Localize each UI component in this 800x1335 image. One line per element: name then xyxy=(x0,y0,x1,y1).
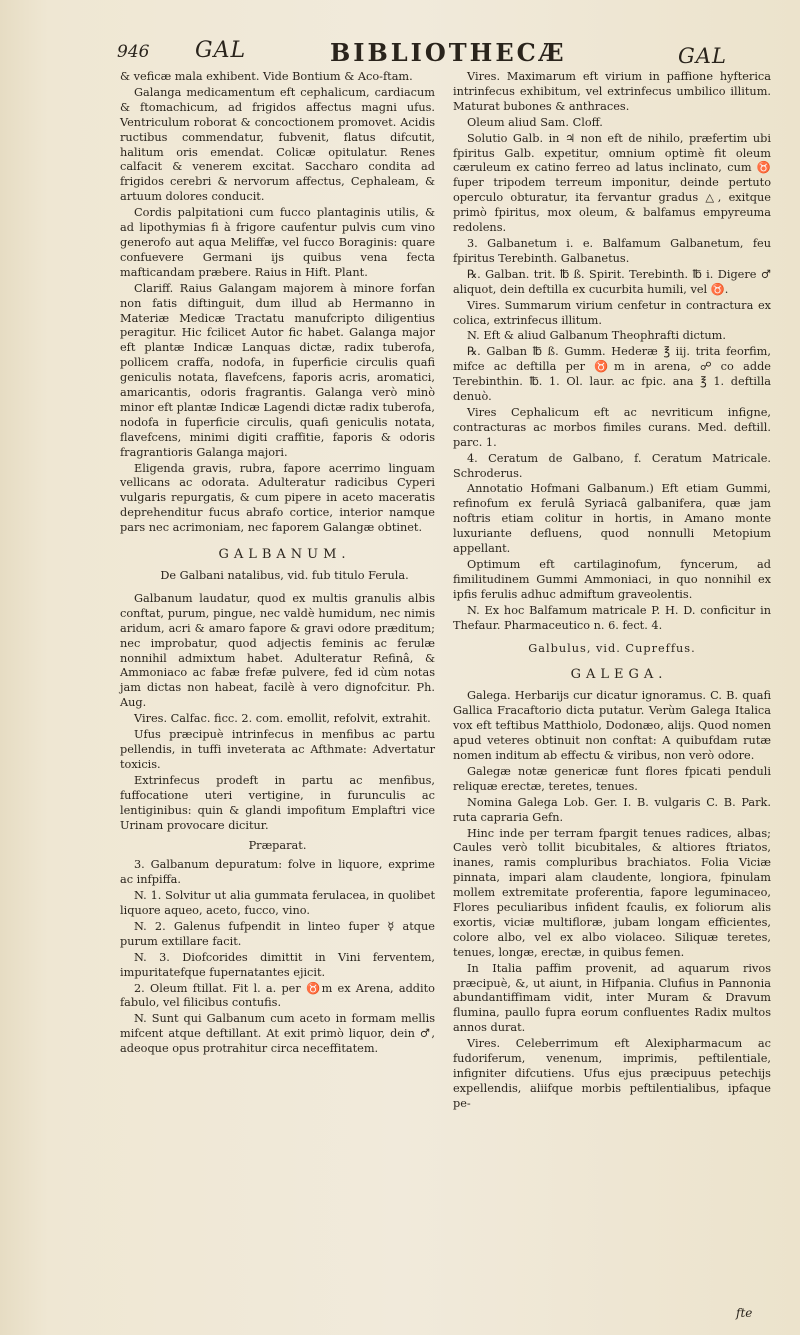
paragraph: Vires. Summarum virium cenfetur in contractura ex colica, extrinfecus illitum. xyxy=(453,298,771,327)
right-column xyxy=(453,70,771,1113)
paragraph: Vires. Celeberrimum eft Alexipharmacum ac fudoriferum, venenum, imprimis, peftilentiale, infigniter difcutiens. Ufus ejus præcipuus petechijs expellendis, aliifque morbis peftilentialibus, ipfaque pe- xyxy=(453,1037,771,1110)
paragraph: Galbanum laudatur, quod ex multis granulis albis conftat, purum, pingue, nec valdè humidum, nec nimis aridum, acri & amaro fapore & gravi odore præditum; nec improbatur, quod adjectis feminis ac ferulæ nonnihil admixtum habet. Adulteratur Refinâ, & Ammoniaco ac fabæ frefæ pulvere, fed id cùm notas jam dictas non habeat, facilè à vero dignofcitur. Ph. Aug. xyxy=(120,591,435,710)
paragraph: & veficæ mala exhibent. Vide Bontium & Aco-ftam. xyxy=(120,70,413,83)
paragraph: N. Eft & aliud Galbanum Theophrafti dictum. xyxy=(467,329,726,343)
paragraph: Vires. Maximarum eft virium in paffione hyfterica intrinfecus exhibitum, vel extrinfecus umbilico illitum. Maturat bubones & anthraces. xyxy=(453,70,771,113)
section-title-galbanum: GALBANUM. xyxy=(218,547,351,563)
paragraph: 3. Galbanum depuratum: folve in liquore, exprime ac infpiffa. xyxy=(120,858,435,887)
paragraph: Galegæ notæ genericæ funt flores fpicati penduli reliquæ erectæ, teretes, tenues. xyxy=(453,764,771,793)
paragraph: Vires. Calfac. ficc. 2. com. emollit, refolvit, extrahit. xyxy=(134,712,431,726)
section-subtitle: De Galbani natalibus, vid. fub titulo Ferula. xyxy=(160,569,409,582)
header-right-word: GAL xyxy=(678,44,727,68)
paragraph: Vires Cephalicum eft ac nevriticum infigne, contracturas ac morbos fimiles curans. Med. deftill. parc. 1. xyxy=(453,405,771,449)
paragraph: Galanga medicamentum eft cephalicum, cardiacum & ftomachicum, ad frigidos affectus magni ufus. Ventriculum roborat & concoctionem promovet. Acidis ructibus commendatur, fubvenit, flatus difcutit, halitum oris emendat. Colicæ opitulatur. Renes calfacit & venerem excitat. Saccharo condita ad frigidos cerebri & nervorum affectus, Cephaleam, & artuum dolores conducit. xyxy=(120,85,435,204)
section-title-galega: GALEGA. xyxy=(570,667,668,683)
paragraph: ℞. Galban ℔ ß. Gumm. Hederæ ℥ iij. trita feorfim, mifce ac deftilla per ♉m in arena, ☍ co adde Terebinthin. ℔. 1. Ol. laur. ac fpic. ana ℥ 1. deftilla denuò. xyxy=(453,345,771,404)
paragraph: 4. Ceratum de Galbano, f. Ceratum Matricale. Schroderus. xyxy=(453,451,771,480)
paragraph: Oleum aliud Sam. Cloff. xyxy=(467,115,603,129)
paragraph: Cordis palpitationi cum fucco plantaginis utilis, & ad lipothymias fi à frigore caufentur pulvis cum vino generofo aut aqua Meliffæ, vel fucco Boraginis: quare confuevere Germani ijs quibus vena fecta mafticandam præbere. Raius in Hift. Plant. xyxy=(120,206,435,279)
paragraph: 2. Oleum ftillat. Fit l. a. per ♉m ex Arena, addito fabulo, vel filicibus contufis. xyxy=(120,981,435,1010)
paragraph: Extrinfecus prodeft in partu ac menfibus, fuffocatione uteri vertigine, in furunculis ac lentiginibus: quin & glandi impofitum Emplaftri vice Urinam provocare dicitur. xyxy=(120,773,435,832)
header-title: BIBLIOTHECÆ xyxy=(330,38,567,67)
paragraph: Hinc inde per terram fpargit tenues radices, albas; Caules verò tollit bicubitales, & altiores ftriatos, inanes, ramis compluribus brachiatos. Folia Viciæ pinnata, impari alam claudente, longiora, fpinulam mollem extremitate proferentia, fapore leguminaceo, Flores peculiaribus infident fcaulis, ex foliorum alis exortis, viciæ multifloræ, jubam longam efficientes, colore albo, vel ex albo violaceo. Siliquæ teretes, tenues, longæ, erectæ, in quibus femen. xyxy=(453,826,771,959)
paragraph: In Italia paffim provenit, ad aquarum rivos præcipuè, &, ut aiunt, in Hifpania. Clufius in Pannonia abundantiffimam vidit, inter Muram & Dravum flumina, paullo fupra eorum confluentes Radix multos annos durat. xyxy=(453,961,771,1035)
paragraph: Optimum eft cartilaginofum, fyncerum, ad fimilitudinem Gummi Ammoniaci, in quo nonnihil ex ipfis ferulis adhuc admiftum graveolentis. xyxy=(453,558,771,601)
catchword: fte xyxy=(736,1306,753,1320)
paragraph: N. Sunt qui Galbanum cum aceto in formam mellis mifcent atque deftillant. At exit primò liquor, dein ♂, adeoque opus protrahitur circa neceffitatem. xyxy=(120,1012,435,1056)
left-column xyxy=(120,70,435,1058)
paragraph: N. 1. Solvitur ut alia gummata ferulacea, in quolibet liquore aqueo, aceto, fucco, vino. xyxy=(120,889,435,918)
paragraph: 3. Galbanetum i. e. Balfamum Galbanetum, feu fpiritus Terebinth. Galbanetus. xyxy=(453,236,771,265)
paragraph: Eligenda gravis, rubra, fapore acerrimo linguam vellicans ac odorata. Adulteratur radicibus Cyperi vulgaris repurgatis, & cum pipere in aceto maceratis deprehenditur fucus abrafo cortice, interior namque pars nec acrimoniam, nec faporem Galangæ obtinet. xyxy=(120,461,435,535)
paragraph: N. Ex hoc Balfamum matricale P. H. D. conficitur in Thefaur. Pharmaceutico n. 6. fect. 4. xyxy=(453,603,771,632)
subheading-preparat: Præparat. xyxy=(248,839,307,853)
paragraph: Ufus præcipuè intrinfecus in menfibus ac partu pellendis, in tuffi inveterata ac Afthmate: Advertatur toxicis. xyxy=(120,728,435,771)
page-number: 946 xyxy=(117,42,150,62)
paragraph: Annotatio Hofmani Galbanum.) Eft etiam Gummi, refinofum ex ferulâ Syriacâ galbanifera, quæ jam noftris etiam colitur in hortis, in Amano monte luxuriante defluens, quod nonnulli Metopium appellant. xyxy=(453,482,771,556)
paragraph: Nomina Galega Lob. Ger. I. B. vulgaris C. B. Park. ruta capraria Gefn. xyxy=(453,795,771,824)
paragraph: N. 2. Galenus fufpendit in linteo fuper ☿ atque purum extillare facit. xyxy=(120,919,435,948)
paragraph: Solutio Galb. in ♃ non eft de nihilo, præfertim ubi fpiritus Galb. expetitur, omnium optimè fit oleum cæruleum ex catino ferreo ad latus inclinato, cum ♉ fuper tripodem terreum imponitur, deinde pertuto operculo obturatur, ita fervantur gradus △, exitque primò fpiritus, mox oleum, & balfamus empyreuma redolens. xyxy=(453,131,771,235)
paragraph: Galega. Herbarijs cur dicatur ignoramus. C. B. quafi Gallica Fracaftorio dicta putatur. Verùm Galega Italica vox eft teftibus Matthiolo, Dodonæo, alijs. Quod nomen apud veteres obtinuit non conftat: A quibufdam rutæ nomen inditum ab effectu & viribus, non verò odore. xyxy=(453,689,771,762)
header-left-word: GAL xyxy=(195,38,247,63)
paragraph: N. 3. Diofcorides dimittit in Vini ferventem, impuritatefque fupernatantes ejicit. xyxy=(120,950,435,979)
cross-reference: Galbulus, vid. Cupreffus. xyxy=(528,641,696,655)
paragraph: Clariff. Raius Galangam majorem à minore forfan non fatis diftinguit, dum illud ab Hermanno in Materiæ Medicæ Tractatu manufcripto diligentius peragitur. Hic fcilicet Autor fic habet. Galanga major eft plantæ Indicæ Lanquas dictæ, radix tuberofa, pollicem craffa, nodofa, in fuperficie circulis quafi geniculis notata, flavefcens, faporis acris, aromatici, amaricantis, odoris fragrantis. Galanga verò minò minor eft plantæ Indicæ Lagendi dictæ radix tuberofa, nodofa in fuperficie circulis, quafi geniculis notata, flavefcens, minimi digiti craffitie, faporis & odoris fragrantioris Galanga majori. xyxy=(120,281,435,459)
paragraph: ℞. Galban. trit. ℔ ß. Spirit. Terebinth. ℔ i. Digere ♂ aliquot, dein deftilla ex cucurbita humili, vel ♉. xyxy=(453,267,771,296)
